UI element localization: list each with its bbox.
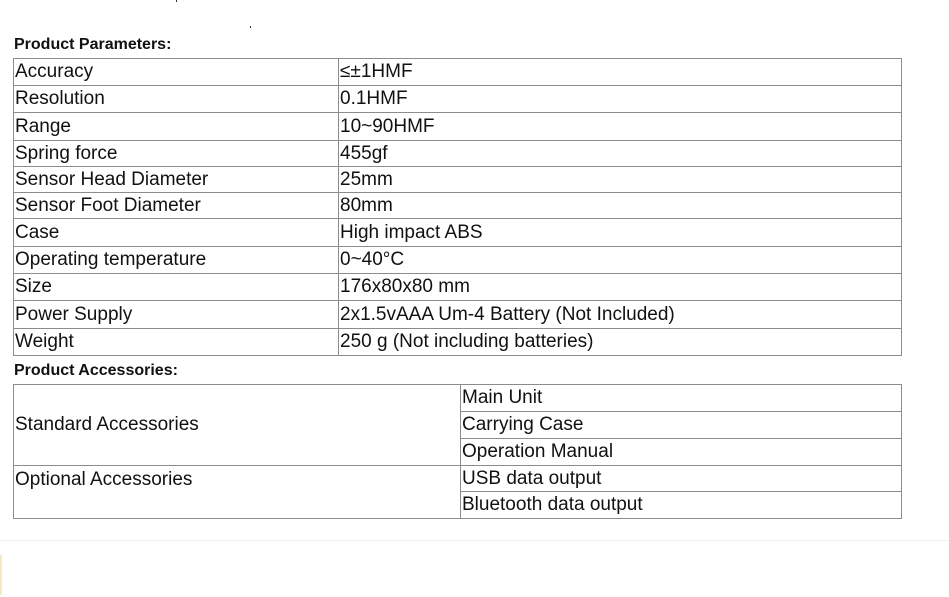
- table-row: [14, 466, 902, 492]
- param-label: Spring force: [14, 141, 339, 167]
- param-value: 10~90HMF: [339, 113, 902, 141]
- product-accessories-table: [13, 384, 902, 519]
- table-row: [14, 385, 902, 412]
- param-value: 2x1.5vAAA Um-4 Battery (Not Included): [339, 301, 902, 329]
- param-label: Size: [14, 274, 339, 301]
- param-label: Weight: [14, 329, 339, 356]
- param-label: Power Supply: [14, 301, 339, 329]
- stray-mark: [250, 26, 251, 28]
- param-value: High impact ABS: [339, 219, 902, 247]
- product-accessories-heading: Product Accessories:: [14, 362, 178, 379]
- param-value: 0.1HMF: [339, 86, 902, 113]
- accessory-item: Operation Manual: [461, 439, 902, 466]
- param-value: ≤±1HMF: [339, 59, 902, 86]
- stray-mark: [176, 0, 177, 2]
- table-row: [14, 329, 902, 356]
- param-value: 176x80x80 mm: [339, 274, 902, 301]
- param-label: Case: [14, 219, 339, 247]
- param-value: 0~40°C: [339, 247, 902, 274]
- table-row: [14, 59, 902, 86]
- param-value: 25mm: [339, 167, 902, 193]
- product-parameters-table: [13, 58, 902, 356]
- accessory-group-label: Standard Accessories: [14, 385, 461, 466]
- param-label: Range: [14, 113, 339, 141]
- edge-mark: [0, 555, 2, 595]
- table-row: [14, 167, 902, 193]
- table-row: [14, 274, 902, 301]
- param-label: Resolution: [14, 86, 339, 113]
- param-value: 80mm: [339, 193, 902, 219]
- table-row: [14, 193, 902, 219]
- accessory-item: Bluetooth data output: [461, 492, 902, 519]
- param-label: Sensor Head Diameter: [14, 167, 339, 193]
- table-row: [14, 113, 902, 141]
- product-parameters-heading: Product Parameters:: [14, 36, 172, 53]
- table-row: [14, 141, 902, 167]
- param-value: 455gf: [339, 141, 902, 167]
- table-row: [14, 301, 902, 329]
- accessory-item: Carrying Case: [461, 412, 902, 439]
- table-row: [14, 86, 902, 113]
- param-label: Operating temperature: [14, 247, 339, 274]
- table-row: [14, 219, 902, 247]
- param-label: Sensor Foot Diameter: [14, 193, 339, 219]
- param-label: Accuracy: [14, 59, 339, 86]
- accessory-item: Main Unit: [461, 385, 902, 412]
- accessory-item: USB data output: [461, 466, 902, 492]
- table-row: [14, 247, 902, 274]
- divider: [0, 540, 949, 541]
- accessory-group-label: Optional Accessories: [14, 466, 461, 519]
- param-value: 250 g (Not including batteries): [339, 329, 902, 356]
